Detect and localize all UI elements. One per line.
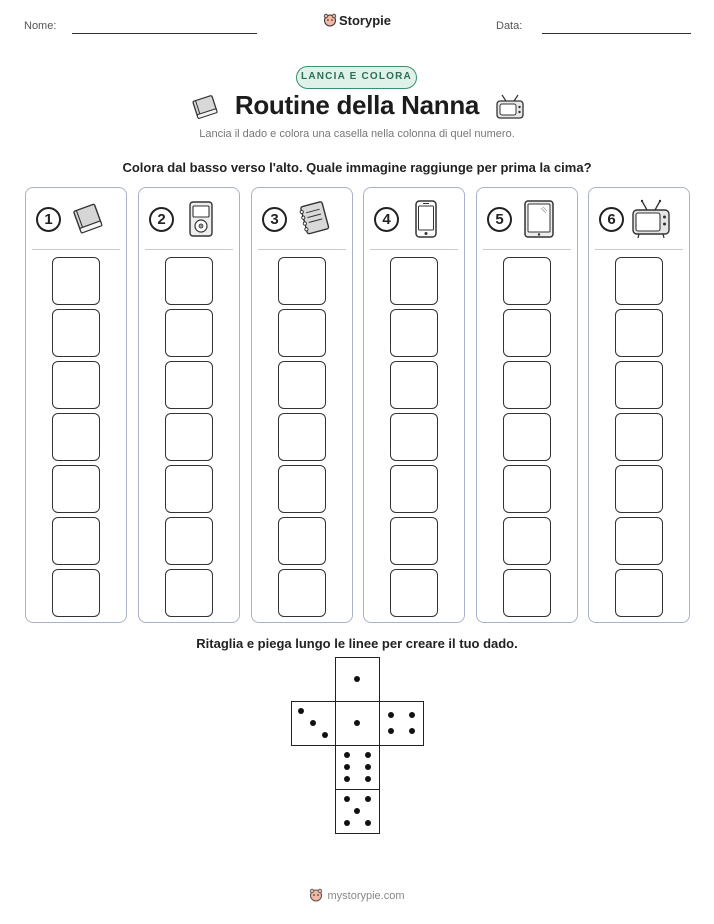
column-6	[588, 187, 690, 623]
column-number: 3	[262, 207, 287, 232]
dice-pip	[344, 796, 350, 802]
dice-face-1	[335, 657, 380, 702]
dice-pip	[365, 752, 371, 758]
television-icon	[631, 198, 671, 240]
cut-instruction: Ritaglia e piega lungo le linee per creare il tuo dado.	[196, 636, 518, 651]
color-box[interactable]	[390, 309, 438, 357]
color-box[interactable]	[503, 309, 551, 357]
color-box[interactable]	[52, 309, 100, 357]
color-box[interactable]	[165, 257, 213, 305]
color-box[interactable]	[278, 413, 326, 461]
color-box[interactable]	[52, 413, 100, 461]
color-box[interactable]	[615, 517, 663, 565]
book-icon	[68, 198, 108, 240]
color-box[interactable]	[503, 569, 551, 617]
television-icon	[494, 93, 526, 121]
color-box[interactable]	[390, 517, 438, 565]
dice-face-4	[379, 701, 424, 746]
color-box[interactable]	[165, 361, 213, 409]
dice-pip	[322, 732, 328, 738]
column-number: 1	[36, 207, 61, 232]
column-divider	[258, 249, 346, 250]
color-box[interactable]	[278, 361, 326, 409]
dice-pip	[354, 676, 360, 682]
color-box[interactable]	[390, 257, 438, 305]
color-box[interactable]	[52, 465, 100, 513]
dice-pip	[344, 776, 350, 782]
color-box[interactable]	[503, 361, 551, 409]
color-box[interactable]	[615, 465, 663, 513]
dice-face-5	[335, 789, 380, 834]
dice-pip	[354, 720, 360, 726]
color-box[interactable]	[165, 517, 213, 565]
color-box[interactable]	[278, 309, 326, 357]
dice-pip	[344, 764, 350, 770]
column-4	[363, 187, 465, 623]
dice-pip	[298, 708, 304, 714]
dice-pip	[344, 752, 350, 758]
dice-pip	[365, 776, 371, 782]
column-divider	[595, 249, 683, 250]
name-label: Nome:	[24, 20, 57, 32]
activity-badge: LANCIA E COLORA	[296, 66, 417, 89]
dice-pip	[365, 764, 371, 770]
column-divider	[32, 249, 120, 250]
color-box[interactable]	[52, 569, 100, 617]
color-box[interactable]	[615, 309, 663, 357]
instruction-text: Colora dal basso verso l'alto. Quale immagine raggiunge per prima la cima?	[122, 160, 592, 175]
color-box[interactable]	[615, 361, 663, 409]
tablet-icon	[519, 198, 559, 240]
color-box[interactable]	[503, 257, 551, 305]
column-5	[476, 187, 578, 623]
dice-pip	[354, 808, 360, 814]
mascot-icon	[309, 888, 323, 902]
color-box[interactable]	[615, 413, 663, 461]
footer	[0, 888, 714, 902]
color-box[interactable]	[52, 517, 100, 565]
dice-face-1	[335, 701, 380, 746]
date-label: Data:	[496, 20, 523, 32]
color-box[interactable]	[390, 569, 438, 617]
color-box[interactable]	[52, 257, 100, 305]
color-box[interactable]	[390, 413, 438, 461]
dice-face-3	[291, 701, 336, 746]
color-box[interactable]	[503, 517, 551, 565]
subtitle: Lancia il dado e colora una casella nella colonna di quel numero.	[199, 128, 515, 140]
mascot-icon	[323, 13, 337, 27]
color-box[interactable]	[165, 309, 213, 357]
column-divider	[370, 249, 458, 250]
color-box[interactable]	[390, 465, 438, 513]
name-line[interactable]	[72, 33, 257, 34]
dice-pip	[388, 728, 394, 734]
dice-pip	[409, 712, 415, 718]
color-box[interactable]	[503, 465, 551, 513]
column-1	[25, 187, 127, 623]
color-box[interactable]	[390, 361, 438, 409]
color-box[interactable]	[278, 517, 326, 565]
column-2	[138, 187, 240, 623]
color-box[interactable]	[165, 569, 213, 617]
dice-pip	[365, 820, 371, 826]
color-box[interactable]	[278, 569, 326, 617]
notebook-icon	[294, 198, 334, 240]
dice-pip	[409, 728, 415, 734]
dice-pip	[310, 720, 316, 726]
page-title: Routine della Nanna	[234, 90, 480, 120]
color-box[interactable]	[165, 465, 213, 513]
column-number: 5	[487, 207, 512, 232]
column-number: 6	[599, 207, 624, 232]
music-player-icon	[181, 198, 221, 240]
date-line[interactable]	[542, 33, 691, 34]
color-box[interactable]	[165, 413, 213, 461]
column-number: 4	[374, 207, 399, 232]
footer-url[interactable]: mystorypie.com	[327, 890, 405, 902]
color-box[interactable]	[615, 569, 663, 617]
color-box[interactable]	[278, 257, 326, 305]
color-box[interactable]	[503, 413, 551, 461]
column-3	[251, 187, 353, 623]
color-box[interactable]	[615, 257, 663, 305]
brand-logo	[0, 13, 714, 28]
dice-pip	[365, 796, 371, 802]
color-box[interactable]	[278, 465, 326, 513]
column-divider	[145, 249, 233, 250]
dice-pip	[388, 712, 394, 718]
brand-name: Storypie	[338, 13, 391, 28]
dice-pip	[344, 820, 350, 826]
color-box[interactable]	[52, 361, 100, 409]
dice-face-6	[335, 745, 380, 790]
column-divider	[483, 249, 571, 250]
column-number: 2	[149, 207, 174, 232]
smartphone-icon	[406, 198, 446, 240]
